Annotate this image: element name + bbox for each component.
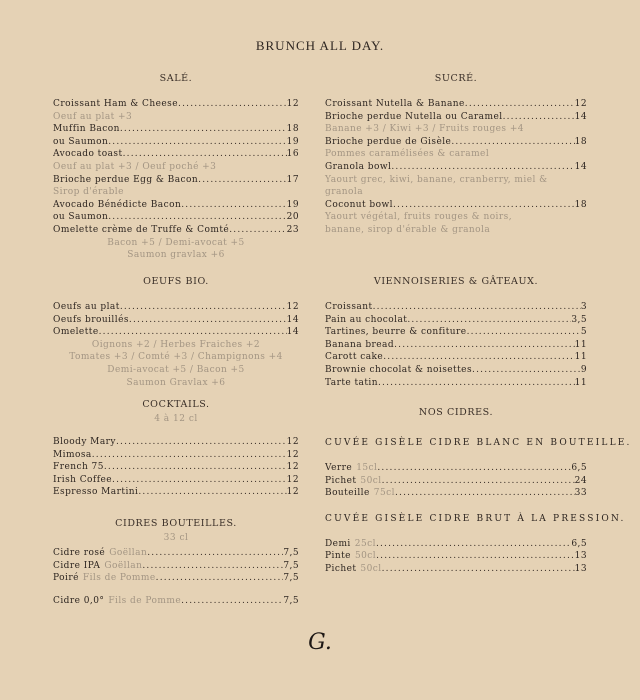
item-description: Oeuf au plat +3 bbox=[53, 111, 133, 122]
section-oeufs bbox=[53, 275, 299, 389]
menu-item: Irish Coffee ..... 12 bbox=[53, 474, 299, 487]
section-subheading: 4 à 12 cl bbox=[154, 414, 198, 424]
menu-item: Banana bread ..... 11 bbox=[325, 339, 587, 352]
section-cocktails bbox=[53, 398, 299, 499]
menu-item: Oeufs au plat ..... 12 bbox=[53, 301, 299, 314]
extras-line: Saumon gravlax +6 bbox=[127, 250, 225, 261]
menu-item: Bloody Mary ..... 12 bbox=[53, 436, 299, 449]
extras-line: Oignons +2 / Herbes Fraiches +2 bbox=[91, 339, 261, 350]
item-description: Banane +3 / Kiwi +3 / Fruits rouges +4 bbox=[325, 124, 524, 135]
section-heading: COCKTAILS. bbox=[142, 399, 210, 410]
section-heading: VIENNOISERIES & GÂTEAUX. bbox=[373, 276, 539, 287]
item-description: Yaourt grec, kiwi, banane, cranberry, miel & granola bbox=[325, 174, 548, 198]
menu-item: Carott cake ..... 11 bbox=[325, 351, 587, 364]
section-subheading: 33 cl bbox=[163, 533, 189, 543]
section-heading: OEUFS BIO. bbox=[143, 276, 209, 287]
menu-item: ou Saumon ..... 20 bbox=[53, 211, 299, 224]
subsection-heading-brut: CUVÉE GISÈLE CIDRE BRUT À LA PRESSION. bbox=[325, 513, 626, 524]
section-heading: SALÉ. bbox=[159, 73, 193, 84]
menu-item: Tarte tatin ..... 11 bbox=[325, 377, 587, 390]
menu-item: Pichet 50cl ..... 13 bbox=[325, 563, 587, 576]
section-heading: CIDRES BOUTEILLES. bbox=[115, 518, 237, 529]
menu-item: Croissant ..... 3 bbox=[325, 301, 587, 314]
menu-item: Granola bowl ..... 14 bbox=[325, 161, 587, 174]
menu-item: Pain au chocolat ..... 3,5 bbox=[325, 314, 587, 327]
extras-line: Tomates +3 / Comté +3 / Champignons +4 bbox=[69, 352, 283, 363]
subsection-heading-blanc: CUVÉE GISÈLE CIDRE BLANC EN BOUTEILLE. bbox=[325, 438, 632, 448]
menu-item: Poiré Fils de Pomme ..... 7,5 bbox=[53, 572, 299, 585]
menu-item: Avocado Bénédicte Bacon ..... 19 bbox=[53, 199, 299, 212]
brand-logo: G. bbox=[308, 630, 332, 655]
menu-item: Muffin Bacon ..... 18 bbox=[53, 123, 299, 136]
section-heading: NOS CIDRES. bbox=[418, 407, 494, 418]
page-title: BRUNCH ALL DAY. bbox=[255, 38, 385, 53]
menu-item: Brioche perdue de Gisèle ..... 18 bbox=[325, 136, 587, 149]
menu-item: Tartines, beurre & confiture ..... 5 bbox=[325, 326, 587, 339]
menu-item: French 75 ..... 12 bbox=[53, 461, 299, 474]
menu-item: Omelette crème de Truffe & Comté ..... 23 bbox=[53, 224, 299, 237]
menu-item: Omelette ..... 14 bbox=[53, 326, 299, 339]
menu-item: Brownie chocolat & noisettes ..... 9 bbox=[325, 364, 587, 377]
extras-line: Bacon +5 / Demi-avocat +5 bbox=[107, 237, 245, 248]
menu-item: Cidre 0,0° Fils de Pomme ..... 7,5 bbox=[53, 595, 299, 608]
menu-item: Pichet 50cl ..... 24 bbox=[325, 475, 587, 488]
menu-item: Croissant Ham & Cheese ..... 12 bbox=[53, 98, 299, 111]
menu-item: Brioche perdue Egg & Bacon ..... 17 bbox=[53, 174, 299, 187]
item-description: Oeuf au plat +3 / Oeuf poché +3 bbox=[53, 161, 217, 172]
extras-line: Saumon Gravlax +6 bbox=[126, 377, 226, 388]
section-nos-cidres bbox=[325, 406, 632, 576]
menu-item: Brioche perdue Nutella ou Caramel ..... 14 bbox=[325, 111, 587, 124]
section-cidres-bouteilles bbox=[53, 517, 299, 607]
menu-item: Cidre rosé Goëllan ..... 7,5 bbox=[53, 547, 299, 560]
menu-item: Cidre IPA Goëllan ..... 7,5 bbox=[53, 560, 299, 573]
section-sale bbox=[53, 72, 299, 262]
item-description: Pommes caramélisées & caramel bbox=[325, 149, 490, 160]
menu-item: Demi 25cl ..... 6,5 bbox=[325, 538, 587, 551]
section-heading: SUCRÉ. bbox=[434, 73, 478, 84]
menu-item: Oeufs brouillés ..... 14 bbox=[53, 314, 299, 327]
menu-item: Bouteille 75cl ..... 33 bbox=[325, 487, 587, 500]
menu-item: Pinte 50cl ..... 13 bbox=[325, 550, 587, 563]
section-sucre bbox=[325, 72, 587, 237]
menu-item: Croissant Nutella & Banane ..... 12 bbox=[325, 98, 587, 111]
section-viennoiseries bbox=[325, 275, 587, 389]
menu-item: Mimosa ..... 12 bbox=[53, 449, 299, 462]
menu-item: ou Saumon ..... 19 bbox=[53, 136, 299, 149]
menu-item: Coconut bowl ..... 18 bbox=[325, 199, 587, 212]
item-description: Sirop d'érable bbox=[53, 187, 124, 198]
item-description: Yaourt végétal, fruits rouges & noirs, banane, sirop d'érable & granola bbox=[325, 212, 513, 235]
menu-item: Espresso Martini ..... 12 bbox=[53, 486, 299, 499]
extras-line: Demi-avocat +5 / Bacon +5 bbox=[107, 364, 245, 375]
menu-item: Verre 15cl ..... 6,5 bbox=[325, 462, 587, 475]
menu-item: Avocado toast ..... 16 bbox=[53, 148, 299, 161]
